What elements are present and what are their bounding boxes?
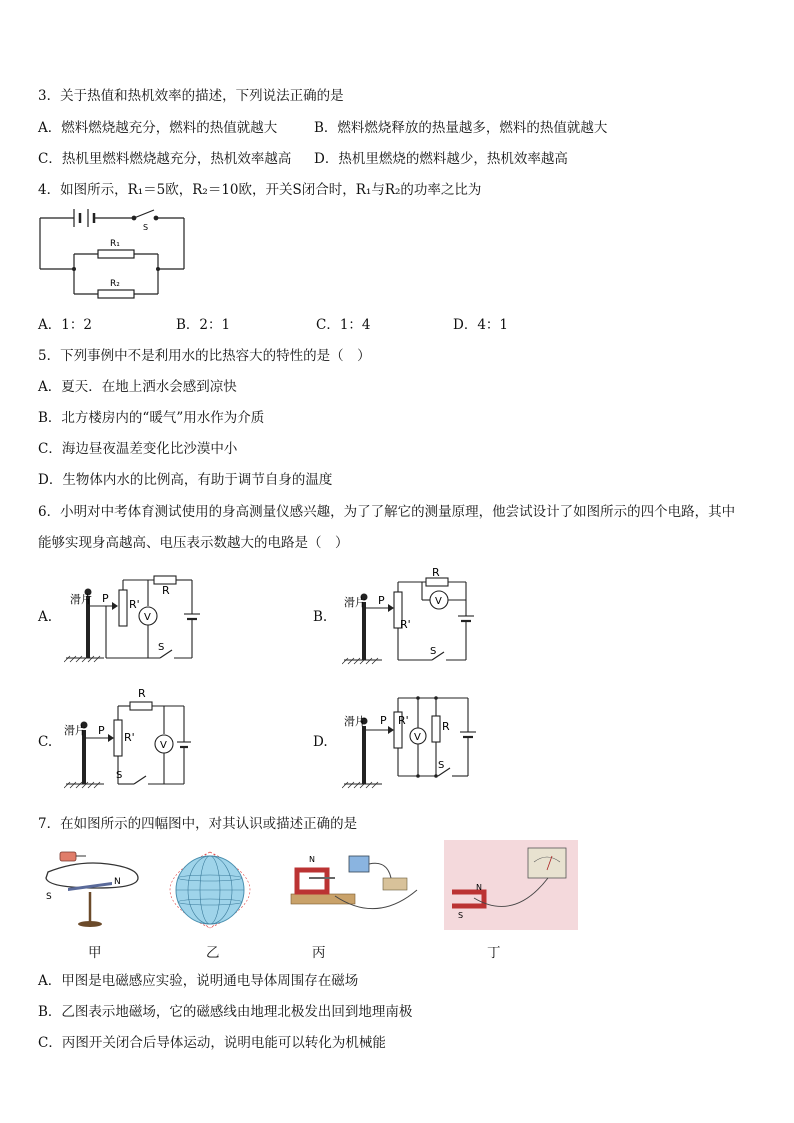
q6-option-c-label: C. — [38, 734, 53, 750]
q6-d-voltmeter-label: V — [414, 732, 421, 743]
svg-text:N: N — [309, 855, 315, 864]
q6-a-switch-label: S — [158, 642, 165, 653]
q3-option-c: C．热机里燃料燃烧越充分，热机效率越高 — [38, 151, 292, 167]
q6-c-r-label: R — [138, 687, 146, 700]
q6-a-rprime-label: R' — [129, 598, 140, 611]
svg-text:N: N — [114, 877, 121, 887]
q4-r2-label: R₂ — [110, 279, 120, 289]
q7-figure-yi — [155, 846, 265, 934]
q6-d-p-label: P — [380, 714, 387, 727]
svg-text:S: S — [46, 892, 52, 902]
q6-circuit-d — [342, 690, 482, 790]
q7-figure-ding — [444, 840, 578, 930]
q6-c-voltmeter-label: V — [160, 740, 167, 751]
q7-figure-jia — [38, 844, 153, 932]
q6-option-b-label: B. — [313, 609, 328, 625]
q6-circuit-b — [342, 566, 482, 666]
q6-d-switch-label: S — [438, 760, 445, 771]
q7-caption-jia: 甲 — [88, 945, 102, 961]
q4-option-c: C．1：4 — [316, 317, 371, 333]
q4-option-a: A．1：2 — [38, 317, 92, 333]
q6-b-switch-label: S — [430, 646, 437, 657]
q6-c-rprime-label: R' — [124, 731, 135, 744]
q7-caption-ding: 丁 — [487, 945, 501, 961]
q5-option-d: D．生物体内水的比例高，有助于调节自身的温度 — [38, 472, 333, 488]
q6-a-r-label: R — [162, 584, 170, 597]
q7-option-a: A．甲图是电磁感应实验，说明通电导体周围存在磁场 — [38, 973, 359, 989]
q6-a-voltmeter-label: V — [144, 612, 151, 623]
q6-stem-line2: 能够实现身高越高、电压表示数越大的电路是（ ） — [38, 535, 349, 551]
q6-d-r-label: R — [442, 720, 450, 733]
q3-option-b: B．燃料燃烧释放的热量越多，燃料的热值就越大 — [314, 120, 608, 136]
q4-option-d: D．4：1 — [453, 317, 509, 333]
q6-circuit-c — [64, 686, 204, 790]
q7-figure-bing — [287, 850, 423, 924]
q6-option-d-label: D. — [313, 734, 328, 750]
q6-stem-line1: 6．小明对中考体育测试使用的身高测量仪感兴趣，为了了解它的测量原理，他尝试设计了如图所示的四个电路，其中 — [38, 504, 736, 520]
q6-c-slider-label: 滑片 — [64, 724, 86, 737]
q6-a-p-label: P — [102, 592, 109, 605]
q6-d-rprime-label: R' — [398, 714, 409, 727]
q7-caption-yi: 乙 — [206, 945, 220, 961]
q7-caption-bing: 丙 — [312, 945, 326, 961]
q6-b-p-label: P — [378, 594, 385, 607]
q6-b-r-label: R — [432, 566, 440, 579]
q3-stem: 3．关于热值和热机效率的描述，下列说法正确的是 — [38, 88, 344, 104]
svg-text:N: N — [476, 883, 482, 892]
q4-stem: 4．如图所示，R₁＝5欧，R₂＝10欧，开关S闭合时，R₁与R₂的功率之比为 — [38, 182, 482, 198]
q7-option-b: B．乙图表示地磁场，它的磁感线由地理北极发出回到地理南极 — [38, 1004, 413, 1020]
q4-r1-label: R₁ — [110, 239, 120, 249]
q6-d-slider-label: 滑片 — [344, 715, 366, 728]
q5-option-b: B．北方楼房内的“暖气”用水作为介质 — [38, 410, 265, 426]
q6-c-p-label: P — [98, 724, 105, 737]
svg-text:S: S — [458, 911, 464, 920]
q5-option-a: A．夏天．在地上洒水会感到凉快 — [38, 379, 237, 395]
q7-option-c: C．丙图开关闭合后导体运动，说明电能可以转化为机械能 — [38, 1035, 386, 1051]
q3-option-d: D．热机里燃烧的燃料越少，热机效率越高 — [314, 151, 568, 167]
q6-circuit-a — [64, 566, 204, 666]
q6-option-a-label: A. — [38, 609, 53, 625]
q4-option-b: B．2：1 — [176, 317, 231, 333]
q6-b-rprime-label: R' — [400, 618, 411, 631]
q4-switch-label: S — [143, 223, 149, 232]
q3-option-a: A．燃料燃烧越充分，燃料的热值就越大 — [38, 120, 278, 136]
q6-b-slider-label: 滑片 — [344, 596, 366, 609]
q5-option-c: C．海边昼夜温差变化比沙漠中小 — [38, 441, 238, 457]
q5-stem: 5．下列事例中不是利用水的比热容大的特性的是（ ） — [38, 348, 371, 364]
q7-stem: 7．在如图所示的四幅图中，对其认识或描述正确的是 — [38, 816, 358, 832]
q6-b-voltmeter-label: V — [435, 596, 442, 607]
q6-c-switch-label: S — [116, 770, 123, 781]
q4-circuit-diagram — [36, 204, 188, 300]
q6-a-slider-label: 滑片 — [70, 593, 92, 606]
